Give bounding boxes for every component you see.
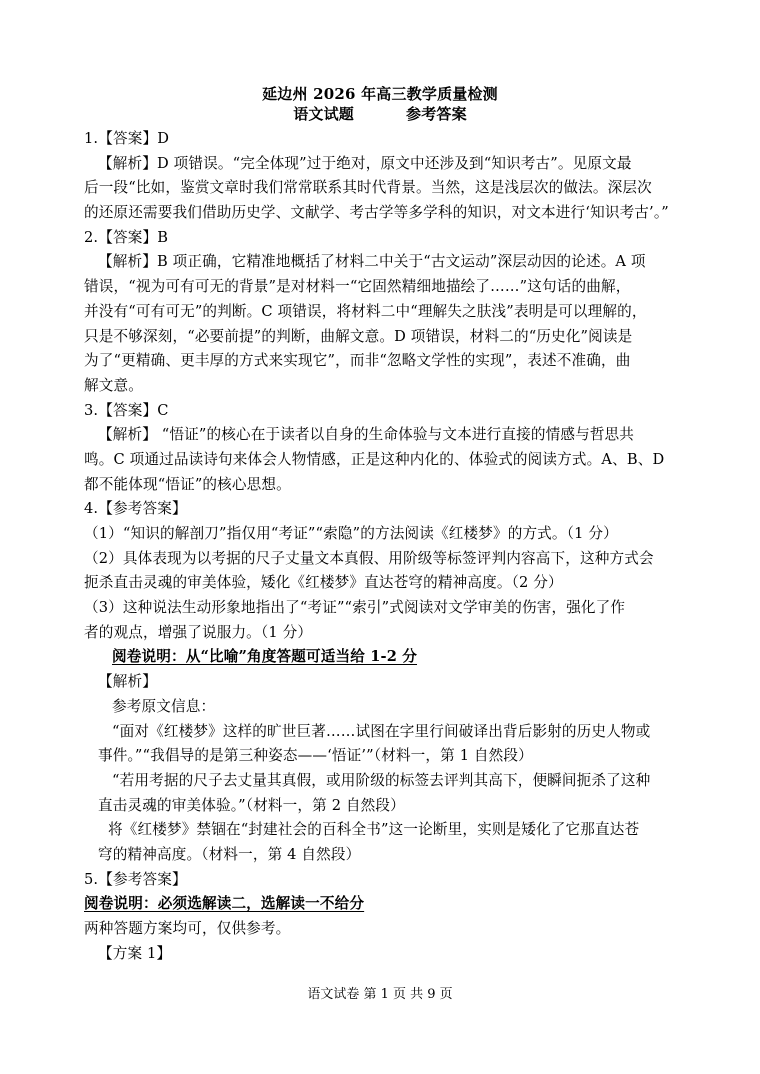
q5-plan-heading: 【方案 1】 (98, 944, 172, 962)
q2-analysis-line: 解文意。 (84, 376, 143, 394)
q3-analysis-line: 鸣。C 项通过品读诗句来体会人物情感，正是这种内化的、体验式的阅读方式。A、B、D (84, 450, 665, 468)
q3-analysis-line: 都不能体现“悟证”的核心思想。 (84, 475, 291, 493)
q4-quote-line: 直击灵魂的审美体验。”（材料一，第 2 自然段） (98, 796, 405, 814)
q5-intro: 两种答题方案均可，仅供参考。 (84, 920, 291, 937)
q4-point-2: 扼杀直击灵魂的审美体验，矮化《红楼梦》直达苍穹的精神高度。（2 分） (84, 574, 563, 592)
q4-grading-note: 阅卷说明：从“比喻”角度答题可适当给 1-2 分 (112, 648, 418, 666)
q1-analysis-line: 后一段“比如，鉴赏文章时我们常常联系其时代背景。当然，这是浅层次的做法。深层次 (84, 179, 652, 197)
q1-analysis-line: 的还原还需要我们借助历史学、文献学、考古学等多学科的知识，对文本进行‘知识考古’。” (84, 204, 669, 222)
document-title: 延边州 2026 年高三教学质量检测 (262, 85, 498, 103)
q2-analysis-line: 只是不够深刻，“必要前提”的判断，曲解文意。D 项错误，材料二的“历史化”阅读是 (84, 327, 633, 345)
q4-quote-line: 穹的精神高度。（材料一，第 4 自然段） (98, 845, 361, 863)
q4-point-1: （1）“知识的解剖刀”指仅用“考证”“索隐”的方法阅读《红楼梦》的方式。（1 分） (84, 525, 618, 542)
q3-analysis-line: 【解析】 “悟证”的核心在于读者以自身的生命体验与文本进行直接的情感与哲思共 (98, 426, 635, 444)
q2-analysis-line: 为了“更精确、更丰厚的方式来实现它”，而非“忽略文学性的实现”，表述不准确，曲 (84, 352, 631, 370)
q5-grading-note: 阅卷说明：必须选解读二，选解读一不给分 (84, 895, 365, 913)
subtitle-subject: 语文试题 (293, 105, 354, 123)
q2-answer: 2.【答案】B (84, 228, 169, 246)
q3-answer: 3.【答案】C (84, 401, 169, 419)
answer-content (84, 127, 684, 966)
q4-quote-line: “面对《红楼梦》这样的旷世巨著……试图在字里行间破译出背后影射的历史人物或 (112, 722, 651, 740)
q5-answer: 5.【参考答案】 (84, 870, 187, 888)
q1-answer: 1.【答案】D (84, 130, 170, 147)
subtitle-answer-key: 参考答案 (406, 105, 467, 123)
q4-reference-heading: 参考原文信息： (112, 697, 216, 715)
q4-quote-line: 将《红楼梦》禁锢在“封建社会的百科全书”这一论断里，实则是矮化了它那直达苍 (108, 821, 640, 839)
q4-answer: 4.【参考答案】 (84, 500, 187, 518)
q2-analysis-line: 错误，“视为可有可无的背景”是对材料一“它固然精细地描绘了……”这句话的曲解， (84, 278, 631, 296)
q4-quote-line: “若用考据的尺子去丈量其真假，或用阶级的标签去评判其高下，便瞬间扼杀了这种 (112, 771, 651, 789)
document-subtitle (0, 104, 760, 124)
page-footer: 语文试卷 第 1 页 共 9 页 (307, 987, 453, 1002)
q4-point-2: （2）具体表现为以考据的尺子丈量文本真假、用阶级等标签评判内容高下，这种方式会 (84, 549, 654, 567)
q4-analysis-heading: 【解析】 (98, 673, 157, 691)
q4-quote-line: 事件。”“我倡导的是第三种姿态——‘悟证’”（材料一，第 1 自然段） (98, 747, 533, 765)
q1-analysis-line: 【解析】D 项错误。“完全体现”过于绝对，原文中还涉及到“知识考古”。见原文最 (98, 154, 632, 172)
q2-analysis-line: 【解析】B 项正确，它精准地概括了材料二中关于“古文运动”深层动因的论述。A 项 (98, 253, 646, 271)
q4-point-3: （3）这种说法生动形象地指出了“考证”“索引”式阅读对文学审美的伤害，强化了作 (84, 599, 626, 617)
q2-analysis-line: 并没有“可有可无”的判断。C 项错误，将材料二中“理解失之肤浅”表明是可以理解的， (84, 302, 647, 320)
q4-point-3: 者的观点，增强了说服力。（1 分） (84, 623, 313, 641)
